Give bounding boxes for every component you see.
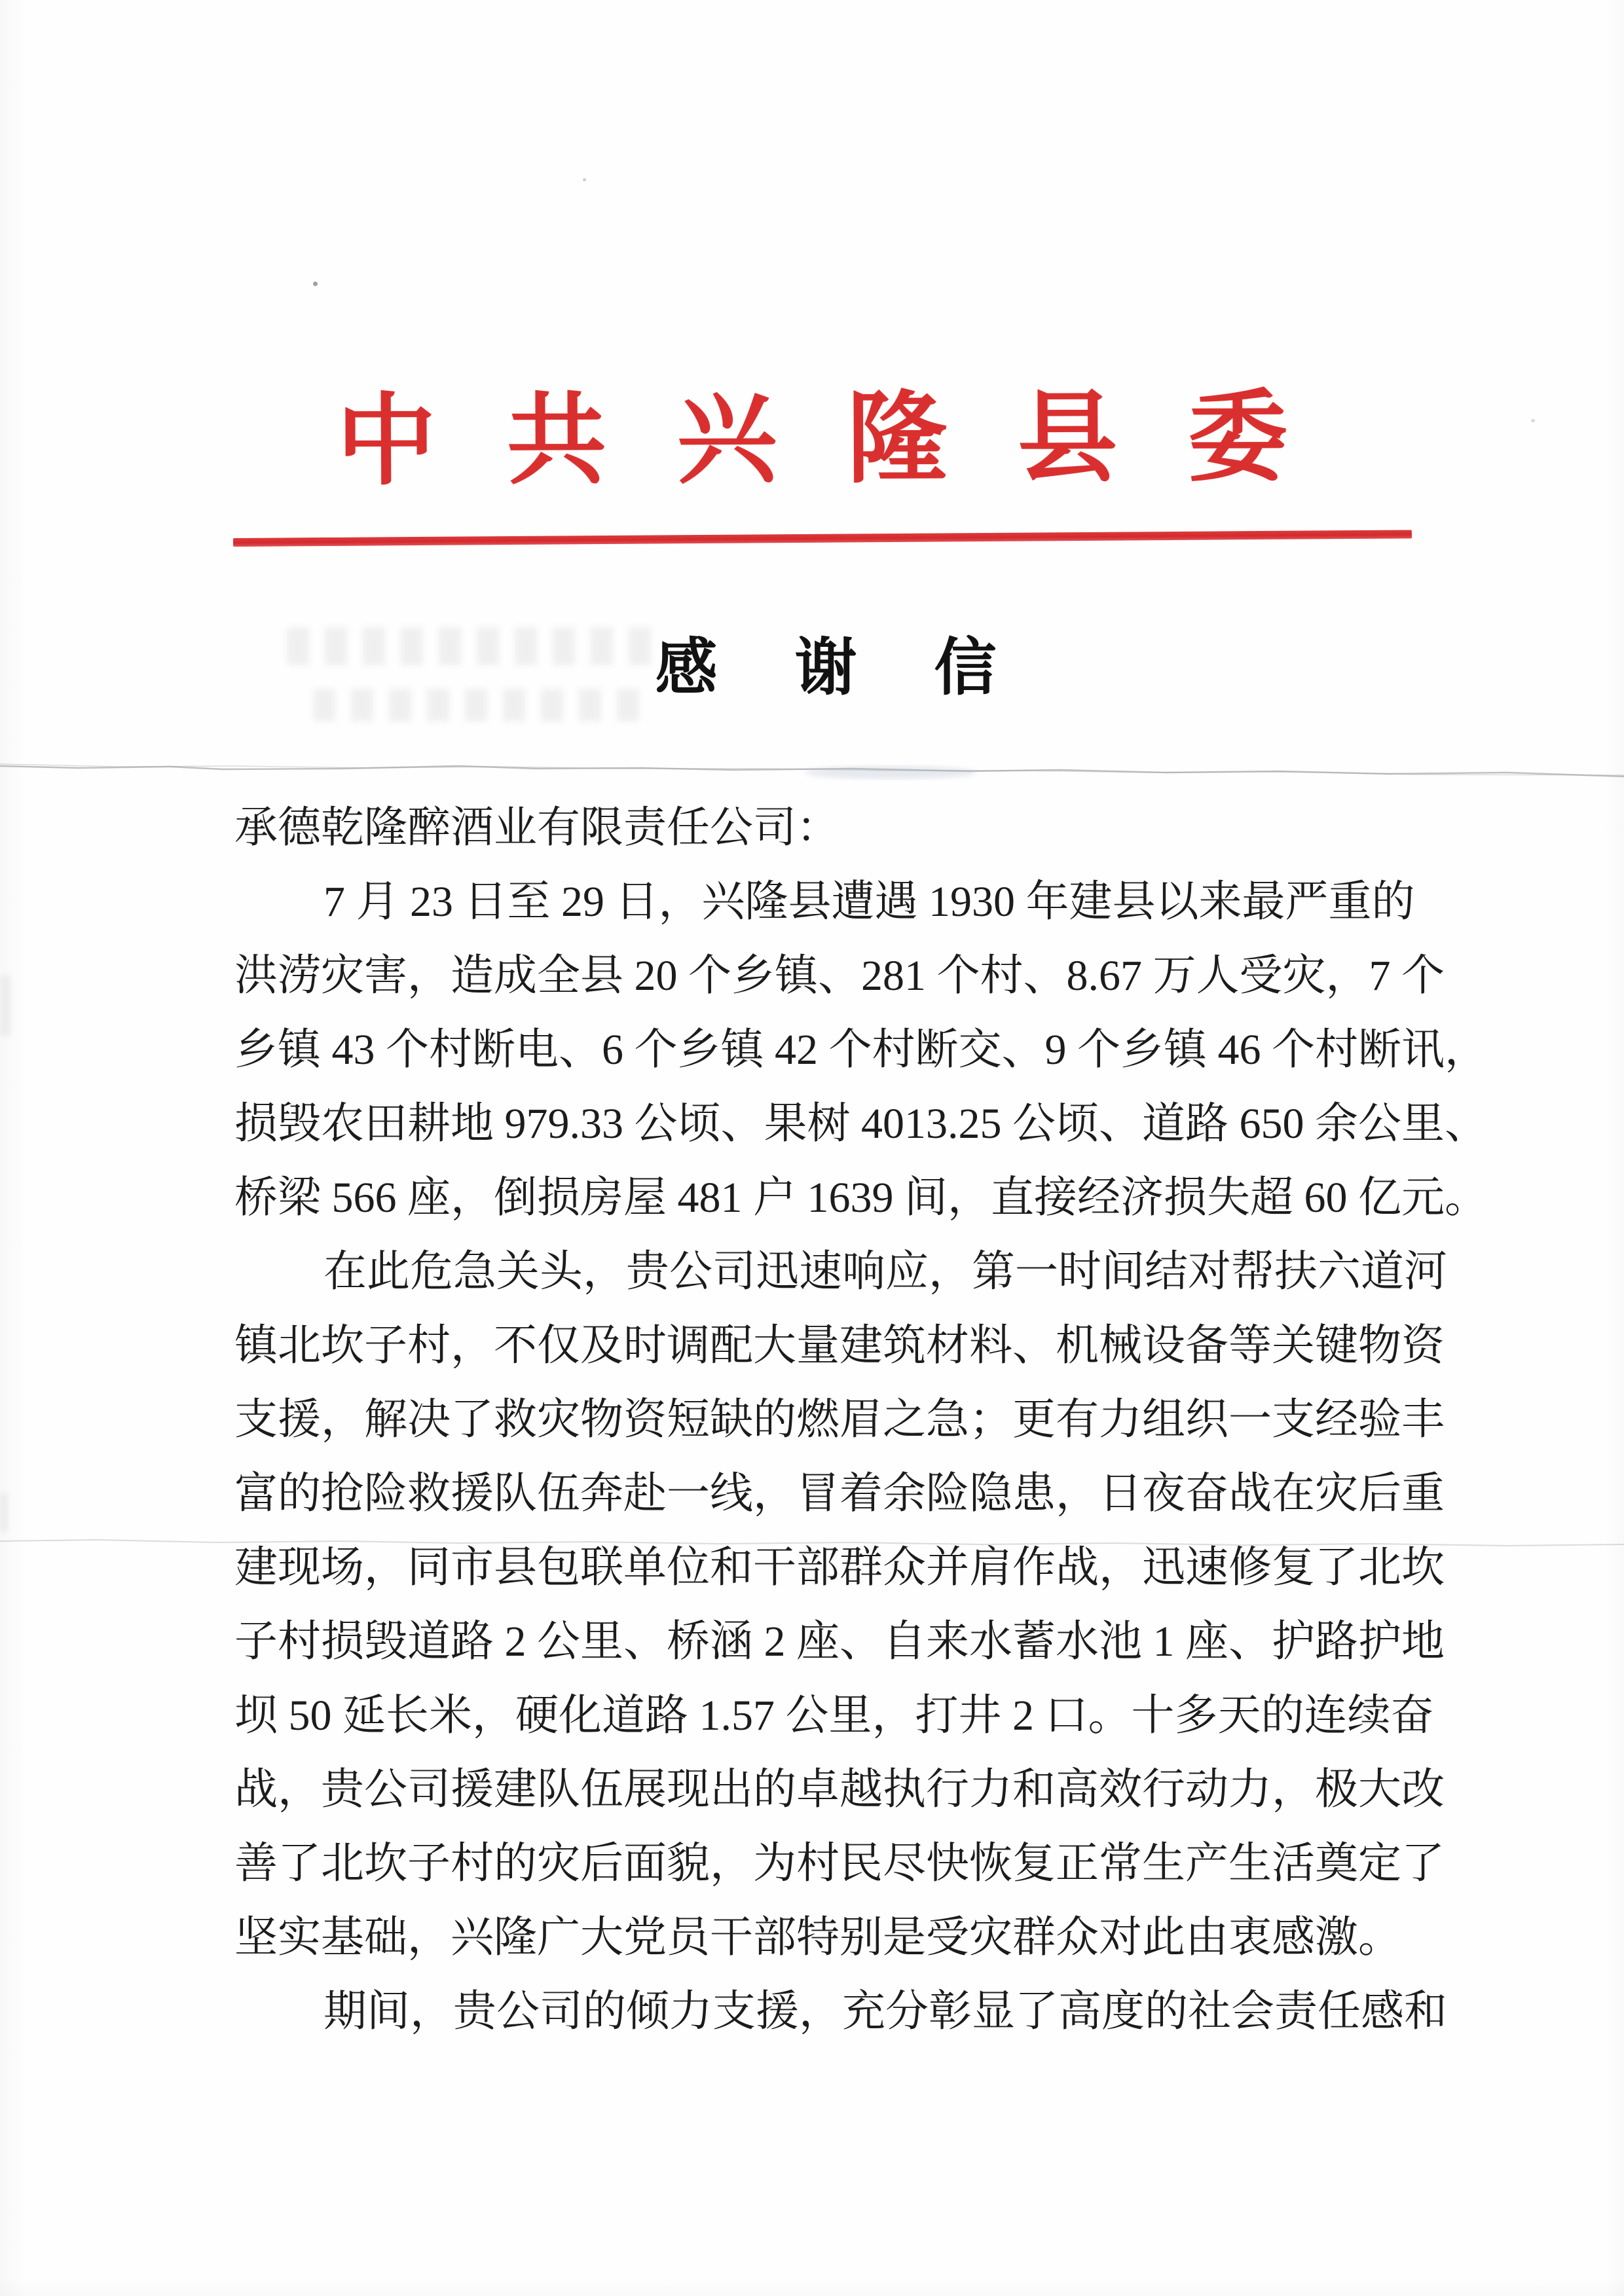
body-line: 镇北坎子村，不仅及时调配大量建筑材料、机械设备等关键物资	[234, 1322, 1445, 1370]
document-title: 感谢信	[655, 633, 1074, 702]
body-line: 期间，贵公司的倾力支援，充分彰显了高度的社会责任感和	[323, 1988, 1447, 2035]
body-line: 建现场，同市县包联单位和干部群众并肩作战，迅速修复了北坎	[234, 1544, 1445, 1592]
scan-edge-smudge	[0, 975, 10, 1036]
body-line: 桥梁 566 座，倒损房屋 481 户 1639 间，直接经济损失超 60 亿元。	[234, 1174, 1488, 1222]
body-line: 乡镇 43 个村断电、6 个乡镇 42 个村断交、9 个乡镇 46 个村断讯，	[234, 1026, 1488, 1074]
letterhead-org-name: 中共兴隆县委	[336, 382, 1359, 498]
scan-speck	[313, 282, 318, 286]
body-line: 战，贵公司援建队伍展现出的卓越执行力和高效行动力，极大改	[234, 1766, 1445, 1813]
body-line: 子村损毁道路 2 公里、桥涵 2 座、自来水蓄水池 1 座、护路护地	[234, 1618, 1445, 1666]
body-line: 富的抢险救援队伍奔赴一线，冒着余险隐患，日夜奋战在灾后重	[234, 1470, 1445, 1518]
body-line: 善了北坎子村的灾后面貌，为村民尽快恢复正常生产生活奠定了	[234, 1840, 1445, 1887]
body-line: 7 月 23 日至 29 日，兴隆县遭遇 1930 年建县以来最严重的	[323, 878, 1415, 926]
letter-body	[234, 791, 1488, 2049]
body-line: 坝 50 延长米，硬化道路 1.57 公里，打井 2 口。十多天的连续奋	[234, 1692, 1434, 1740]
scan-speck	[583, 178, 586, 181]
body-line: 在此危急关头，贵公司迅速响应，第一时间结对帮扶六道河	[323, 1248, 1447, 1296]
body-line: 洪涝灾害，造成全县 20 个乡镇、281 个村、8.67 万人受灾，7 个	[234, 952, 1445, 1000]
scan-edge-smudge	[0, 1493, 8, 1532]
body-line: 坚实基础，兴隆广大党员干部特别是受灾群众对此由衷感激。	[234, 1914, 1401, 1961]
body-line: 损毁农田耕地 979.33 公顷、果树 4013.25 公顷、道路 650 余公里、	[234, 1100, 1488, 1148]
body-line: 支援，解决了救灾物资短缺的燃眉之急；更有力组织一支经验丰	[234, 1396, 1445, 1444]
salutation-line: 承德乾隆醉酒业有限责任公司：	[234, 804, 840, 852]
